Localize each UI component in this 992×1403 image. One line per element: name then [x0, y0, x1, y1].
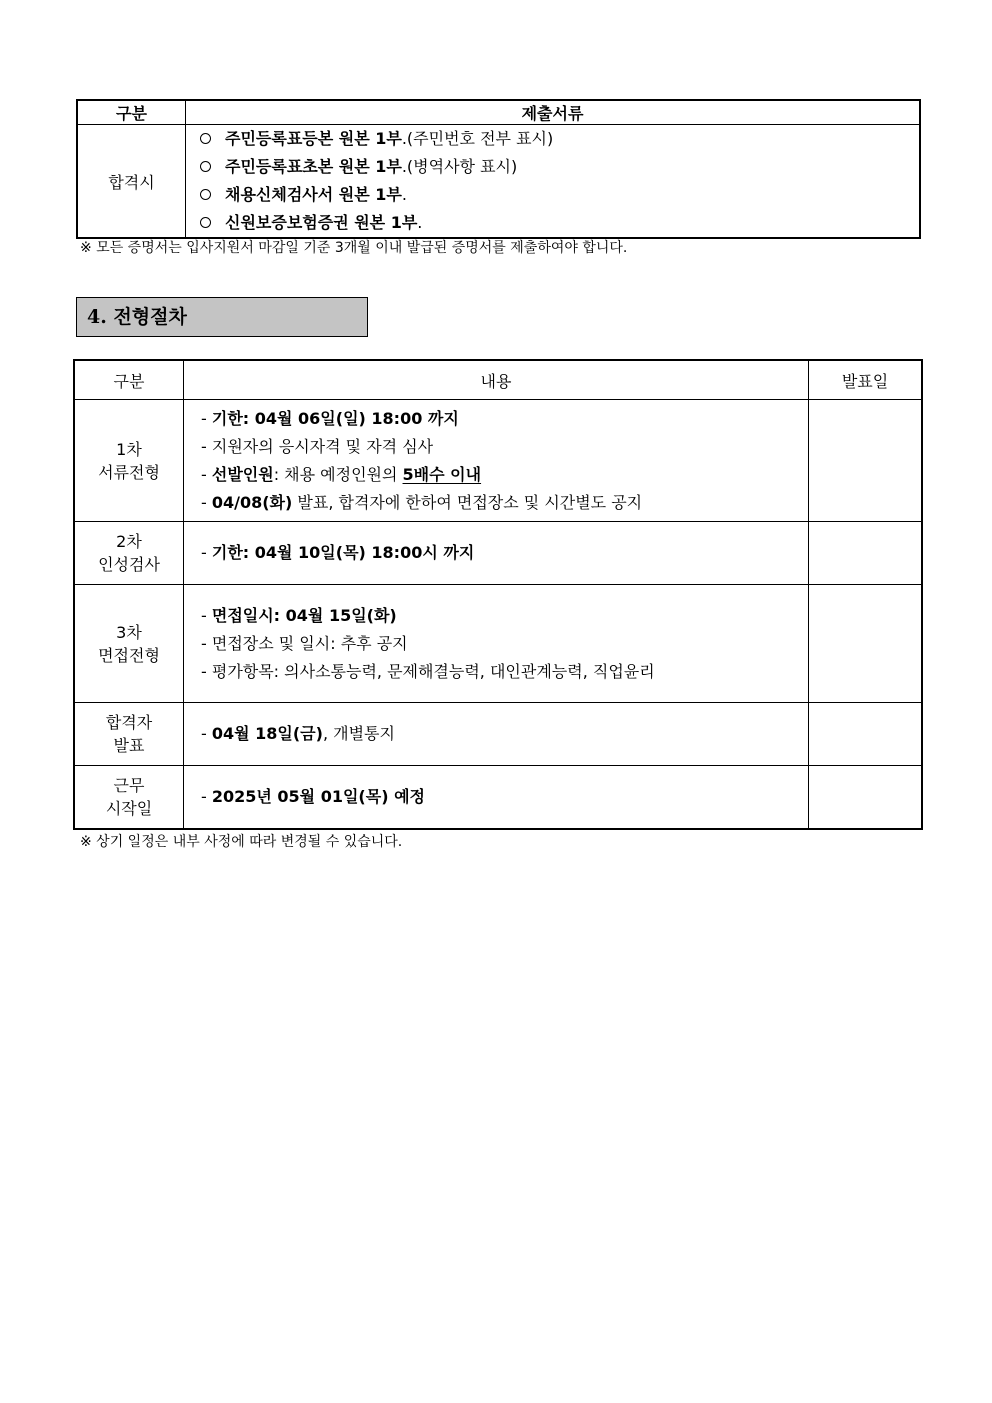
document-detail: .(병역사항 표시): [401, 157, 518, 176]
table-row: [74, 766, 922, 829]
document-detail: .: [417, 213, 423, 232]
table-row: [74, 703, 922, 766]
stage-name: [74, 766, 184, 829]
content-line: [201, 489, 808, 517]
stage-line: 시작일: [105, 798, 153, 818]
circle-bullet-icon: [200, 189, 211, 200]
procedure-header-row: [74, 360, 922, 400]
bold-text: 04/08(화): [211, 492, 293, 512]
dash: -: [201, 661, 212, 681]
dash: -: [201, 464, 212, 484]
section-title: 4. 전형절차: [76, 297, 368, 337]
content-line: [201, 720, 808, 748]
stage-line: 면접전형: [98, 645, 160, 665]
stage-content: [184, 585, 809, 703]
dash: -: [201, 605, 212, 625]
text: 면접장소 및 일시: 추후 공지: [211, 633, 408, 653]
bold-text: 기한: 04월 10일(목) 18:00시 까지: [211, 543, 475, 562]
stage-name: [74, 585, 184, 703]
document-item: [200, 181, 919, 209]
header-stage: 구분: [74, 360, 184, 400]
stage-content: [184, 703, 809, 766]
content-line: [201, 405, 808, 433]
announce-date-cell: [809, 522, 923, 585]
table-row: [74, 522, 922, 585]
stage-name: [74, 522, 184, 585]
stage-line: 3차: [116, 622, 142, 642]
announce-date-cell: [809, 400, 923, 522]
announce-date-cell: [809, 585, 923, 703]
text: 지원자의 응시자격 및 자격 심사: [211, 436, 434, 456]
bold-text: 기한: 04월 06일(일) 18:00 까지: [211, 408, 459, 428]
header-category: 구분: [77, 100, 186, 125]
document-item: [200, 209, 919, 237]
table-row: [74, 400, 922, 522]
documents-table: [76, 99, 921, 239]
stage-line: 인성검사: [98, 555, 160, 574]
procedure-note: ※ 상기 일정은 내부 사정에 따라 변경될 수 있습니다.: [80, 834, 403, 850]
dash: -: [201, 724, 212, 743]
circle-bullet-icon: [200, 217, 211, 228]
content-line: [201, 461, 808, 489]
document-name: 신원보증보험증권 원본 1부: [225, 213, 418, 232]
document-item: [200, 125, 919, 153]
dash: -: [201, 633, 212, 653]
document-items: [186, 125, 921, 239]
header-documents: 제출서류: [186, 100, 921, 125]
header-announce-date: 발표일: [809, 360, 923, 400]
circle-bullet-icon: [200, 161, 211, 172]
content-line: [201, 783, 808, 811]
stage-name: [74, 400, 184, 522]
category-cell: 합격시: [77, 125, 186, 239]
dash: -: [201, 492, 212, 512]
header-content: 내용: [184, 360, 809, 400]
bold-text: 면접일시: 04월 15일(화): [211, 605, 397, 625]
documents-row: [77, 125, 920, 239]
stage-content: [184, 400, 809, 522]
stage-content: [184, 766, 809, 829]
stage-line: 서류전형: [98, 462, 160, 482]
text: : 채용 예정인원의: [273, 464, 403, 484]
dash: -: [201, 543, 212, 562]
document-item: [200, 153, 919, 181]
stage-line: 1차: [116, 439, 142, 459]
content-line: [201, 658, 808, 686]
dash: -: [201, 436, 212, 456]
text: 발표, 합격자에 한하여 면접장소 및 시간별도 공지: [292, 492, 643, 512]
bold-text: 04월 18일(금): [211, 724, 323, 743]
stage-line: 근무: [113, 775, 145, 795]
document-name: 주민등록표등본 원본 1부: [225, 129, 402, 148]
document-detail: .(주민번호 전부 표시): [401, 129, 554, 148]
content-line: [201, 630, 808, 658]
procedure-table: [73, 359, 923, 830]
content-line: [201, 433, 808, 461]
content-line: [201, 602, 808, 630]
announce-date-cell: [809, 703, 923, 766]
dash: -: [201, 408, 212, 428]
announce-date-cell: [809, 766, 923, 829]
text: 평가항목: 의사소통능력, 문제해결능력, 대인관계능력, 직업윤리: [211, 661, 655, 681]
circle-bullet-icon: [200, 133, 211, 144]
documents-header-row: [77, 100, 920, 125]
content-line: [201, 539, 808, 567]
bold-text: 선발인원: [211, 464, 274, 484]
stage-name: [74, 703, 184, 766]
document-name: 주민등록표초본 원본 1부: [225, 157, 402, 176]
bold-text: 2025년 05월 01일(목) 예정: [211, 786, 425, 806]
stage-line: 2차: [116, 532, 142, 551]
documents-note: ※ 모든 증명서는 입사지원서 마감일 기준 3개월 이내 발급된 증명서를 제출하여야 합니다.: [80, 240, 628, 256]
text: , 개별통지: [322, 724, 395, 743]
stage-content: [184, 522, 809, 585]
document-detail: .: [401, 185, 407, 204]
document-name: 채용신체검사서 원본 1부: [225, 185, 402, 204]
stage-line: 합격자: [105, 713, 153, 732]
underlined-text: 5배수 이내: [402, 464, 482, 484]
table-row: [74, 585, 922, 703]
dash: -: [201, 786, 212, 806]
stage-line: 발표: [113, 736, 145, 755]
